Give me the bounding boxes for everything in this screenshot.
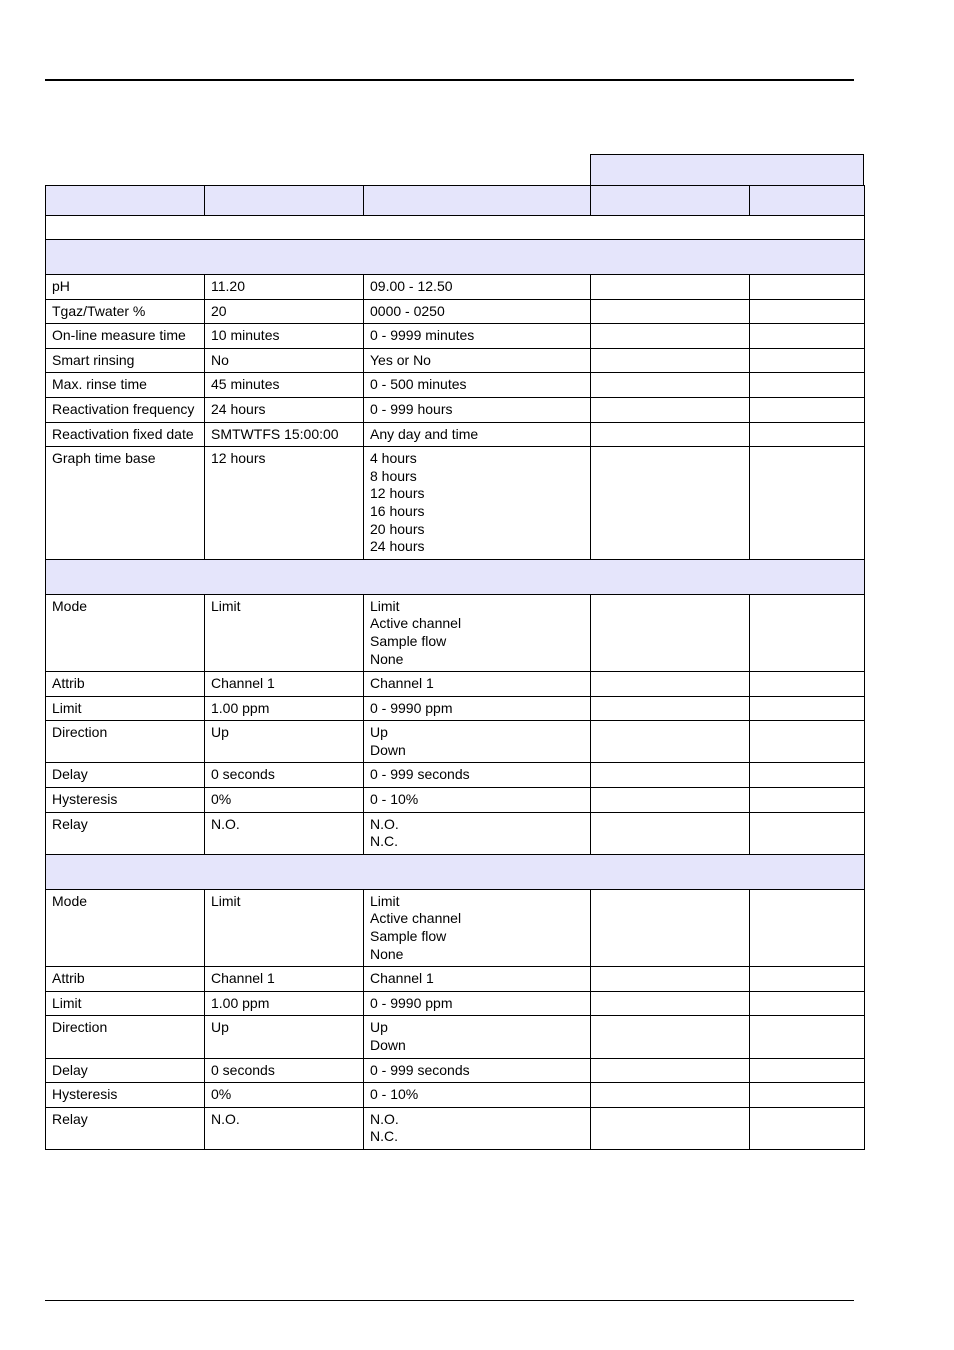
range-option: Up: [370, 1019, 388, 1036]
table-row: [46, 324, 865, 349]
range-cell: [364, 275, 591, 300]
range-cell: [364, 397, 591, 422]
table-row: [46, 1107, 865, 1149]
default-value: Up: [205, 1016, 364, 1058]
range-option: 0 - 500 minutes: [370, 376, 467, 393]
range-option: None: [370, 945, 404, 962]
range-option: Down: [370, 741, 406, 758]
user-setting-cell: [591, 422, 750, 447]
range-cell: [364, 672, 591, 697]
range-option: 24 hours: [370, 538, 425, 555]
parameter-name: Reactivation fixed date: [46, 422, 205, 447]
range-cell: [364, 788, 591, 813]
parameter-name: Delay: [46, 763, 205, 788]
user-setting-cell: [750, 1083, 865, 1108]
range-cell: [364, 1083, 591, 1108]
default-value: 24 hours: [205, 397, 364, 422]
user-setting-cell: [750, 1107, 865, 1149]
user-setting-cell: [750, 299, 865, 324]
range-option: 0 - 10%: [370, 791, 419, 808]
parameter-name: Graph time base: [46, 447, 205, 560]
table-row: [46, 889, 865, 966]
default-value: 0%: [205, 788, 364, 813]
parameter-name: Tgaz/Twater %: [46, 299, 205, 324]
default-value: N.O.: [205, 812, 364, 854]
column-header-user-2: [750, 186, 865, 216]
default-value: 1.00 ppm: [205, 991, 364, 1016]
blank-row: [46, 216, 865, 240]
column-header-parameter: [46, 186, 205, 216]
parameter-name: Hysteresis: [46, 788, 205, 813]
user-setting-cell: [750, 721, 865, 763]
default-value: 45 minutes: [205, 373, 364, 398]
range-option: 12 hours: [370, 485, 425, 502]
range-cell: [364, 812, 591, 854]
section-header-relay-1: [46, 559, 865, 594]
default-value: 20: [205, 299, 364, 324]
range-option: 0000 - 0250: [370, 302, 445, 319]
default-value: SMTWTFS 15:00:00: [205, 422, 364, 447]
range-cell: [364, 1107, 591, 1149]
range-option: 0 - 999 seconds: [370, 766, 470, 783]
user-setting-cell: [750, 763, 865, 788]
table-row: [46, 812, 865, 854]
range-cell: [364, 889, 591, 966]
user-setting-cell: [591, 275, 750, 300]
user-setting-cell: [591, 299, 750, 324]
range-option: 0 - 999 hours: [370, 400, 453, 417]
user-setting-cell: [591, 696, 750, 721]
range-option: Active channel: [370, 910, 462, 927]
range-cell: [364, 299, 591, 324]
table-row: [46, 696, 865, 721]
user-setting-cell: [750, 991, 865, 1016]
range-option: Yes or No: [370, 351, 431, 368]
parameter-name: Relay: [46, 812, 205, 854]
table-row: [46, 594, 865, 671]
user-setting-cell: [750, 275, 865, 300]
default-value: Limit: [205, 594, 364, 671]
table-row: [46, 447, 865, 560]
range-option: Sample flow: [370, 928, 447, 945]
range-cell: [364, 447, 591, 560]
default-value: Channel 1: [205, 672, 364, 697]
user-setting-cell: [750, 967, 865, 992]
user-setting-cell: [750, 373, 865, 398]
range-option: 0 - 9999 minutes: [370, 327, 475, 344]
range-option: Active channel: [370, 615, 462, 632]
table-row: [46, 1083, 865, 1108]
range-option: Limit: [370, 597, 400, 614]
range-option: Any day and time: [370, 425, 479, 442]
range-cell: [364, 991, 591, 1016]
user-setting-cell: [750, 696, 865, 721]
user-setting-cell: [750, 788, 865, 813]
parameter-name: Direction: [46, 1016, 205, 1058]
range-option: Channel 1: [370, 970, 434, 987]
column-header-range: [364, 186, 591, 216]
range-option: 8 hours: [370, 467, 417, 484]
user-setting-cell: [591, 447, 750, 560]
range-cell: [364, 373, 591, 398]
user-settings-super-header: [590, 154, 864, 185]
table-row: [46, 721, 865, 763]
table-row: [46, 763, 865, 788]
parameter-name: Direction: [46, 721, 205, 763]
range-option: Sample flow: [370, 632, 447, 649]
settings-table: [45, 185, 865, 1150]
parameter-name: Mode: [46, 594, 205, 671]
range-option: N.C.: [370, 833, 398, 850]
user-setting-cell: [750, 889, 865, 966]
user-setting-cell: [591, 763, 750, 788]
range-option: N.C.: [370, 1128, 398, 1145]
parameter-name: Relay: [46, 1107, 205, 1149]
parameter-name: Limit: [46, 991, 205, 1016]
range-option: 4 hours: [370, 450, 417, 467]
default-value: Up: [205, 721, 364, 763]
user-setting-cell: [591, 812, 750, 854]
user-setting-cell: [750, 594, 865, 671]
range-option: 16 hours: [370, 502, 425, 519]
range-option: 20 hours: [370, 520, 425, 537]
parameter-name: On-line measure time: [46, 324, 205, 349]
default-value: 10 minutes: [205, 324, 364, 349]
user-setting-cell: [591, 397, 750, 422]
table-row: [46, 672, 865, 697]
parameter-name: Attrib: [46, 967, 205, 992]
default-value: 1.00 ppm: [205, 696, 364, 721]
range-option: None: [370, 650, 404, 667]
parameter-name: Max. rinse time: [46, 373, 205, 398]
range-option: Down: [370, 1037, 406, 1053]
range-cell: [364, 696, 591, 721]
range-cell: [364, 594, 591, 671]
range-cell: [364, 348, 591, 373]
user-setting-cell: [750, 348, 865, 373]
range-cell: [364, 721, 591, 763]
user-setting-cell: [750, 1058, 865, 1083]
table-row: [46, 275, 865, 300]
user-setting-cell: [591, 967, 750, 992]
range-option: Up: [370, 724, 388, 741]
user-setting-cell: [591, 788, 750, 813]
user-setting-cell: [750, 397, 865, 422]
range-option: 0 - 9990 ppm: [370, 994, 453, 1011]
user-setting-cell: [750, 422, 865, 447]
user-setting-cell: [750, 447, 865, 560]
user-setting-cell: [591, 1107, 750, 1149]
default-value: Limit: [205, 889, 364, 966]
range-option: 0 - 9990 ppm: [370, 699, 453, 716]
parameter-name: Smart rinsing: [46, 348, 205, 373]
column-header-user-1: [591, 186, 750, 216]
user-setting-cell: [591, 594, 750, 671]
user-setting-cell: [750, 324, 865, 349]
range-cell: [364, 967, 591, 992]
user-setting-cell: [591, 1083, 750, 1108]
table-row: [46, 788, 865, 813]
user-setting-cell: [750, 812, 865, 854]
range-cell: [364, 422, 591, 447]
range-option: N.O.: [370, 1110, 399, 1127]
user-setting-cell: [591, 991, 750, 1016]
table-row: [46, 991, 865, 1016]
table-row: [46, 373, 865, 398]
user-setting-cell: [591, 373, 750, 398]
table-row: [46, 967, 865, 992]
user-setting-cell: [591, 672, 750, 697]
bottom-rule: [45, 1300, 854, 1301]
default-value: 0 seconds: [205, 1058, 364, 1083]
user-setting-cell: [591, 1016, 750, 1058]
column-header-default: [205, 186, 364, 216]
range-option: 09.00 - 12.50: [370, 278, 453, 294]
table-row: [46, 397, 865, 422]
table-row: [46, 1016, 865, 1058]
table-row: [46, 1058, 865, 1083]
parameter-name: Limit: [46, 696, 205, 721]
range-cell: [364, 324, 591, 349]
range-option: 0 - 999 seconds: [370, 1061, 470, 1078]
parameter-name: pH: [46, 275, 205, 300]
user-setting-cell: [750, 1016, 865, 1058]
section-header-general: [46, 240, 865, 275]
table-header-row: [46, 186, 865, 216]
default-value: N.O.: [205, 1107, 364, 1149]
default-value: Channel 1: [205, 967, 364, 992]
table-row: [46, 348, 865, 373]
table-row: [46, 299, 865, 324]
range-option: Limit: [370, 892, 400, 909]
default-value: 0%: [205, 1083, 364, 1108]
table-row: [46, 422, 865, 447]
user-setting-cell: [591, 1058, 750, 1083]
user-setting-cell: [591, 348, 750, 373]
range-cell: [364, 1058, 591, 1083]
default-value: 12 hours: [205, 447, 364, 560]
default-value: No: [205, 348, 364, 373]
range-cell: [364, 763, 591, 788]
section-header-relay-2: [46, 854, 865, 889]
parameter-name: Mode: [46, 889, 205, 966]
user-setting-cell: [591, 721, 750, 763]
user-setting-cell: [591, 889, 750, 966]
user-setting-cell: [591, 324, 750, 349]
user-setting-cell: [750, 672, 865, 697]
default-value: 11.20: [205, 275, 364, 300]
parameter-name: Reactivation frequency: [46, 397, 205, 422]
default-value: 0 seconds: [205, 763, 364, 788]
range-option: Channel 1: [370, 675, 434, 692]
parameter-name: Attrib: [46, 672, 205, 697]
parameter-name: Delay: [46, 1058, 205, 1083]
range-option: 0 - 10%: [370, 1086, 419, 1103]
range-option: N.O.: [370, 815, 399, 832]
top-rule: [45, 79, 854, 81]
parameter-name: Hysteresis: [46, 1083, 205, 1108]
range-cell: [364, 1016, 591, 1058]
